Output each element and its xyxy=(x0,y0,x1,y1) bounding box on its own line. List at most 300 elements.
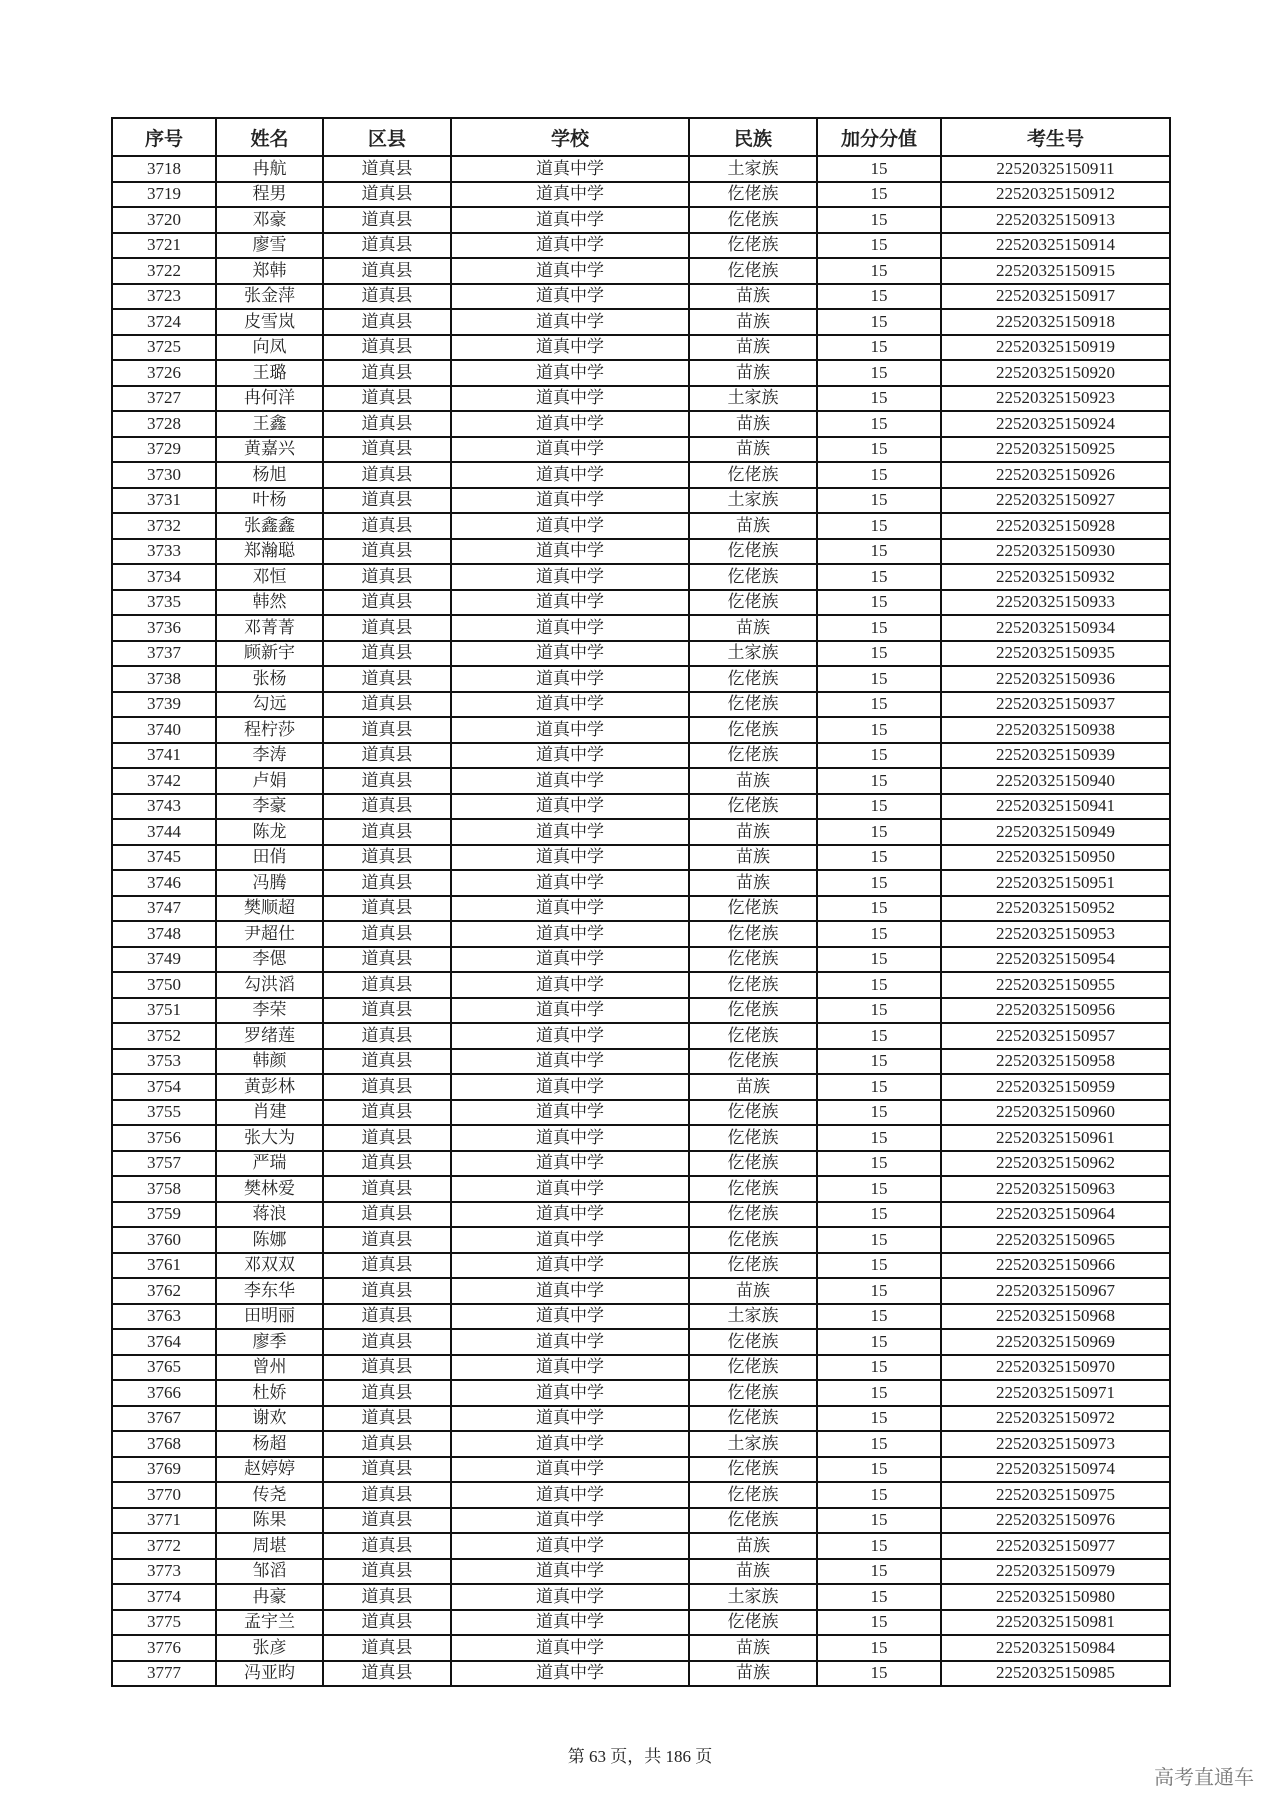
cell-points: 15 xyxy=(817,258,941,284)
table-row xyxy=(112,233,1170,259)
cell-seq: 3751 xyxy=(112,998,216,1024)
cell-school: 道真中学 xyxy=(451,1380,689,1406)
cell-name: 黄嘉兴 xyxy=(216,437,323,463)
cell-exam-id: 22520325150914 xyxy=(941,233,1170,259)
table-row xyxy=(112,666,1170,692)
cell-seq: 3739 xyxy=(112,692,216,718)
cell-county: 道真县 xyxy=(323,513,451,539)
cell-points: 15 xyxy=(817,998,941,1024)
cell-exam-id: 22520325150925 xyxy=(941,437,1170,463)
cell-county: 道真县 xyxy=(323,156,451,182)
cell-exam-id: 22520325150963 xyxy=(941,1176,1170,1202)
cell-county: 道真县 xyxy=(323,1125,451,1151)
cell-points: 15 xyxy=(817,845,941,871)
cell-points: 15 xyxy=(817,641,941,667)
table-row xyxy=(112,1151,1170,1177)
cell-name: 李偲 xyxy=(216,947,323,973)
cell-exam-id: 22520325150985 xyxy=(941,1661,1170,1687)
cell-points: 15 xyxy=(817,590,941,616)
cell-seq: 3719 xyxy=(112,182,216,208)
table-row xyxy=(112,411,1170,437)
cell-seq: 3730 xyxy=(112,462,216,488)
cell-county: 道真县 xyxy=(323,1355,451,1381)
cell-exam-id: 22520325150928 xyxy=(941,513,1170,539)
cell-school: 道真中学 xyxy=(451,590,689,616)
cell-school: 道真中学 xyxy=(451,182,689,208)
cell-seq: 3773 xyxy=(112,1559,216,1585)
cell-exam-id: 22520325150965 xyxy=(941,1227,1170,1253)
cell-points: 15 xyxy=(817,1278,941,1304)
table-row xyxy=(112,692,1170,718)
table-row xyxy=(112,1100,1170,1126)
table-row xyxy=(112,870,1170,896)
cell-ethnicity: 苗族 xyxy=(689,1661,817,1687)
cell-seq: 3750 xyxy=(112,972,216,998)
cell-ethnicity: 土家族 xyxy=(689,1304,817,1330)
cell-points: 15 xyxy=(817,794,941,820)
cell-school: 道真中学 xyxy=(451,1278,689,1304)
table-row xyxy=(112,590,1170,616)
cell-name: 周堪 xyxy=(216,1533,323,1559)
table-row xyxy=(112,1661,1170,1687)
page-footer: 第 63 页，共 186 页 xyxy=(567,1747,713,1766)
cell-county: 道真县 xyxy=(323,1559,451,1585)
cell-school: 道真中学 xyxy=(451,1023,689,1049)
cell-seq: 3732 xyxy=(112,513,216,539)
cell-county: 道真县 xyxy=(323,462,451,488)
cell-name: 皮雪岚 xyxy=(216,309,323,335)
cell-school: 道真中学 xyxy=(451,207,689,233)
cell-name: 杜娇 xyxy=(216,1380,323,1406)
table-row xyxy=(112,284,1170,310)
cell-points: 15 xyxy=(817,1584,941,1610)
cell-seq: 3762 xyxy=(112,1278,216,1304)
cell-seq: 3718 xyxy=(112,156,216,182)
table-row xyxy=(112,1584,1170,1610)
table-row xyxy=(112,1610,1170,1636)
cell-seq: 3770 xyxy=(112,1482,216,1508)
cell-points: 15 xyxy=(817,717,941,743)
cell-county: 道真县 xyxy=(323,1457,451,1483)
cell-ethnicity: 仡佬族 xyxy=(689,1049,817,1075)
cell-ethnicity: 苗族 xyxy=(689,513,817,539)
cell-name: 赵婷婷 xyxy=(216,1457,323,1483)
cell-ethnicity: 苗族 xyxy=(689,1533,817,1559)
cell-name: 樊林爱 xyxy=(216,1176,323,1202)
cell-ethnicity: 仡佬族 xyxy=(689,258,817,284)
cell-school: 道真中学 xyxy=(451,998,689,1024)
cell-points: 15 xyxy=(817,692,941,718)
cell-seq: 3746 xyxy=(112,870,216,896)
cell-county: 道真县 xyxy=(323,1431,451,1457)
cell-name: 邹滔 xyxy=(216,1559,323,1585)
cell-exam-id: 22520325150937 xyxy=(941,692,1170,718)
cell-seq: 3737 xyxy=(112,641,216,667)
cell-seq: 3752 xyxy=(112,1023,216,1049)
cell-school: 道真中学 xyxy=(451,1125,689,1151)
cell-name: 勾远 xyxy=(216,692,323,718)
table-row xyxy=(112,1125,1170,1151)
cell-name: 肖建 xyxy=(216,1100,323,1126)
cell-seq: 3733 xyxy=(112,539,216,565)
cell-exam-id: 22520325150970 xyxy=(941,1355,1170,1381)
cell-ethnicity: 苗族 xyxy=(689,1278,817,1304)
candidate-table xyxy=(111,117,1171,1687)
cell-name: 张大为 xyxy=(216,1125,323,1151)
cell-county: 道真县 xyxy=(323,1508,451,1534)
cell-points: 15 xyxy=(817,335,941,361)
table-row xyxy=(112,488,1170,514)
cell-name: 顾新宇 xyxy=(216,641,323,667)
cell-name: 邓恒 xyxy=(216,564,323,590)
cell-county: 道真县 xyxy=(323,1278,451,1304)
table-row xyxy=(112,1049,1170,1075)
table-row xyxy=(112,1278,1170,1304)
cell-school: 道真中学 xyxy=(451,513,689,539)
cell-county: 道真县 xyxy=(323,743,451,769)
cell-ethnicity: 仡佬族 xyxy=(689,692,817,718)
table-row xyxy=(112,386,1170,412)
cell-name: 张鑫鑫 xyxy=(216,513,323,539)
cell-school: 道真中学 xyxy=(451,819,689,845)
cell-ethnicity: 苗族 xyxy=(689,309,817,335)
cell-name: 张彦 xyxy=(216,1635,323,1661)
cell-seq: 3776 xyxy=(112,1635,216,1661)
table-body xyxy=(112,156,1170,1686)
cell-name: 李东华 xyxy=(216,1278,323,1304)
cell-exam-id: 22520325150934 xyxy=(941,615,1170,641)
cell-ethnicity: 土家族 xyxy=(689,386,817,412)
cell-school: 道真中学 xyxy=(451,1151,689,1177)
cell-name: 叶杨 xyxy=(216,488,323,514)
cell-ethnicity: 土家族 xyxy=(689,488,817,514)
cell-exam-id: 22520325150950 xyxy=(941,845,1170,871)
cell-exam-id: 22520325150975 xyxy=(941,1482,1170,1508)
cell-exam-id: 22520325150919 xyxy=(941,335,1170,361)
table-row xyxy=(112,335,1170,361)
cell-points: 15 xyxy=(817,972,941,998)
cell-exam-id: 22520325150935 xyxy=(941,641,1170,667)
cell-school: 道真中学 xyxy=(451,717,689,743)
table-row xyxy=(112,1380,1170,1406)
header-school: 学校 xyxy=(451,118,689,156)
cell-name: 李涛 xyxy=(216,743,323,769)
cell-school: 道真中学 xyxy=(451,1533,689,1559)
cell-school: 道真中学 xyxy=(451,641,689,667)
cell-ethnicity: 苗族 xyxy=(689,819,817,845)
cell-points: 15 xyxy=(817,462,941,488)
cell-seq: 3736 xyxy=(112,615,216,641)
table-header-row xyxy=(112,118,1170,156)
cell-ethnicity: 仡佬族 xyxy=(689,972,817,998)
cell-seq: 3766 xyxy=(112,1380,216,1406)
cell-name: 邓豪 xyxy=(216,207,323,233)
cell-ethnicity: 土家族 xyxy=(689,1431,817,1457)
cell-exam-id: 22520325150967 xyxy=(941,1278,1170,1304)
cell-ethnicity: 土家族 xyxy=(689,641,817,667)
cell-exam-id: 22520325150920 xyxy=(941,360,1170,386)
cell-exam-id: 22520325150923 xyxy=(941,386,1170,412)
cell-ethnicity: 仡佬族 xyxy=(689,998,817,1024)
cell-county: 道真县 xyxy=(323,870,451,896)
cell-points: 15 xyxy=(817,1023,941,1049)
cell-exam-id: 22520325150930 xyxy=(941,539,1170,565)
cell-exam-id: 22520325150949 xyxy=(941,819,1170,845)
cell-seq: 3769 xyxy=(112,1457,216,1483)
cell-school: 道真中学 xyxy=(451,972,689,998)
cell-points: 15 xyxy=(817,233,941,259)
cell-ethnicity: 仡佬族 xyxy=(689,590,817,616)
cell-county: 道真县 xyxy=(323,1635,451,1661)
table-row xyxy=(112,1202,1170,1228)
cell-exam-id: 22520325150927 xyxy=(941,488,1170,514)
header-points: 加分分值 xyxy=(817,118,941,156)
cell-school: 道真中学 xyxy=(451,1304,689,1330)
cell-seq: 3728 xyxy=(112,411,216,437)
cell-county: 道真县 xyxy=(323,947,451,973)
cell-seq: 3760 xyxy=(112,1227,216,1253)
cell-school: 道真中学 xyxy=(451,1661,689,1687)
cell-exam-id: 22520325150933 xyxy=(941,590,1170,616)
cell-name: 卢娟 xyxy=(216,768,323,794)
cell-seq: 3720 xyxy=(112,207,216,233)
cell-ethnicity: 苗族 xyxy=(689,1074,817,1100)
cell-county: 道真县 xyxy=(323,590,451,616)
cell-exam-id: 22520325150958 xyxy=(941,1049,1170,1075)
cell-points: 15 xyxy=(817,768,941,794)
cell-seq: 3741 xyxy=(112,743,216,769)
cell-points: 15 xyxy=(817,437,941,463)
cell-points: 15 xyxy=(817,921,941,947)
cell-name: 邓菁菁 xyxy=(216,615,323,641)
cell-county: 道真县 xyxy=(323,819,451,845)
cell-points: 15 xyxy=(817,1635,941,1661)
cell-seq: 3759 xyxy=(112,1202,216,1228)
cell-seq: 3731 xyxy=(112,488,216,514)
cell-exam-id: 22520325150957 xyxy=(941,1023,1170,1049)
cell-school: 道真中学 xyxy=(451,1635,689,1661)
cell-points: 15 xyxy=(817,1227,941,1253)
table-row xyxy=(112,794,1170,820)
cell-name: 冉豪 xyxy=(216,1584,323,1610)
cell-seq: 3744 xyxy=(112,819,216,845)
cell-ethnicity: 苗族 xyxy=(689,411,817,437)
cell-ethnicity: 仡佬族 xyxy=(689,794,817,820)
cell-exam-id: 22520325150953 xyxy=(941,921,1170,947)
cell-name: 勾洪滔 xyxy=(216,972,323,998)
cell-school: 道真中学 xyxy=(451,309,689,335)
cell-name: 罗绪莲 xyxy=(216,1023,323,1049)
cell-county: 道真县 xyxy=(323,1049,451,1075)
cell-name: 陈果 xyxy=(216,1508,323,1534)
cell-seq: 3734 xyxy=(112,564,216,590)
cell-seq: 3763 xyxy=(112,1304,216,1330)
table-row xyxy=(112,641,1170,667)
cell-school: 道真中学 xyxy=(451,1176,689,1202)
cell-points: 15 xyxy=(817,1533,941,1559)
cell-exam-id: 22520325150968 xyxy=(941,1304,1170,1330)
cell-seq: 3726 xyxy=(112,360,216,386)
cell-points: 15 xyxy=(817,1100,941,1126)
cell-county: 道真县 xyxy=(323,768,451,794)
cell-seq: 3755 xyxy=(112,1100,216,1126)
cell-exam-id: 22520325150964 xyxy=(941,1202,1170,1228)
table-row xyxy=(112,360,1170,386)
cell-points: 15 xyxy=(817,1661,941,1687)
cell-name: 韩然 xyxy=(216,590,323,616)
cell-points: 15 xyxy=(817,360,941,386)
cell-points: 15 xyxy=(817,1559,941,1585)
cell-points: 15 xyxy=(817,1049,941,1075)
cell-ethnicity: 仡佬族 xyxy=(689,896,817,922)
cell-ethnicity: 土家族 xyxy=(689,156,817,182)
cell-seq: 3722 xyxy=(112,258,216,284)
cell-county: 道真县 xyxy=(323,896,451,922)
header-name: 姓名 xyxy=(216,118,323,156)
cell-name: 王鑫 xyxy=(216,411,323,437)
cell-school: 道真中学 xyxy=(451,1508,689,1534)
cell-name: 尹超仕 xyxy=(216,921,323,947)
cell-county: 道真县 xyxy=(323,488,451,514)
cell-exam-id: 22520325150911 xyxy=(941,156,1170,182)
cell-school: 道真中学 xyxy=(451,462,689,488)
cell-school: 道真中学 xyxy=(451,896,689,922)
cell-exam-id: 22520325150966 xyxy=(941,1253,1170,1279)
cell-ethnicity: 仡佬族 xyxy=(689,1100,817,1126)
cell-name: 廖雪 xyxy=(216,233,323,259)
cell-county: 道真县 xyxy=(323,1406,451,1432)
header-county: 区县 xyxy=(323,118,451,156)
cell-school: 道真中学 xyxy=(451,845,689,871)
cell-exam-id: 22520325150917 xyxy=(941,284,1170,310)
cell-points: 15 xyxy=(817,1074,941,1100)
cell-points: 15 xyxy=(817,1151,941,1177)
cell-seq: 3749 xyxy=(112,947,216,973)
cell-exam-id: 22520325150932 xyxy=(941,564,1170,590)
cell-points: 15 xyxy=(817,1202,941,1228)
cell-ethnicity: 仡佬族 xyxy=(689,539,817,565)
cell-county: 道真县 xyxy=(323,692,451,718)
table-row xyxy=(112,845,1170,871)
cell-points: 15 xyxy=(817,1457,941,1483)
cell-name: 陈龙 xyxy=(216,819,323,845)
cell-ethnicity: 苗族 xyxy=(689,1635,817,1661)
cell-county: 道真县 xyxy=(323,335,451,361)
cell-exam-id: 22520325150938 xyxy=(941,717,1170,743)
cell-school: 道真中学 xyxy=(451,360,689,386)
cell-school: 道真中学 xyxy=(451,156,689,182)
cell-seq: 3761 xyxy=(112,1253,216,1279)
table-row xyxy=(112,717,1170,743)
cell-exam-id: 22520325150969 xyxy=(941,1329,1170,1355)
cell-name: 曾州 xyxy=(216,1355,323,1381)
cell-name: 张杨 xyxy=(216,666,323,692)
cell-school: 道真中学 xyxy=(451,666,689,692)
cell-exam-id: 22520325150971 xyxy=(941,1380,1170,1406)
cell-seq: 3757 xyxy=(112,1151,216,1177)
cell-points: 15 xyxy=(817,284,941,310)
cell-county: 道真县 xyxy=(323,972,451,998)
cell-county: 道真县 xyxy=(323,360,451,386)
cell-name: 传尧 xyxy=(216,1482,323,1508)
cell-county: 道真县 xyxy=(323,1661,451,1687)
cell-county: 道真县 xyxy=(323,717,451,743)
cell-seq: 3771 xyxy=(112,1508,216,1534)
cell-seq: 3723 xyxy=(112,284,216,310)
cell-school: 道真中学 xyxy=(451,488,689,514)
cell-exam-id: 22520325150951 xyxy=(941,870,1170,896)
cell-points: 15 xyxy=(817,309,941,335)
cell-seq: 3753 xyxy=(112,1049,216,1075)
cell-school: 道真中学 xyxy=(451,1584,689,1610)
cell-ethnicity: 仡佬族 xyxy=(689,1151,817,1177)
cell-seq: 3745 xyxy=(112,845,216,871)
cell-seq: 3725 xyxy=(112,335,216,361)
cell-ethnicity: 苗族 xyxy=(689,1559,817,1585)
cell-points: 15 xyxy=(817,819,941,845)
cell-county: 道真县 xyxy=(323,411,451,437)
cell-school: 道真中学 xyxy=(451,411,689,437)
cell-ethnicity: 仡佬族 xyxy=(689,947,817,973)
cell-points: 15 xyxy=(817,1253,941,1279)
cell-exam-id: 22520325150915 xyxy=(941,258,1170,284)
cell-name: 冉航 xyxy=(216,156,323,182)
cell-ethnicity: 仡佬族 xyxy=(689,462,817,488)
cell-ethnicity: 苗族 xyxy=(689,870,817,896)
cell-name: 向凤 xyxy=(216,335,323,361)
cell-name: 冉何洋 xyxy=(216,386,323,412)
cell-exam-id: 22520325150936 xyxy=(941,666,1170,692)
cell-points: 15 xyxy=(817,1406,941,1432)
cell-school: 道真中学 xyxy=(451,284,689,310)
cell-county: 道真县 xyxy=(323,641,451,667)
cell-seq: 3748 xyxy=(112,921,216,947)
cell-ethnicity: 仡佬族 xyxy=(689,1329,817,1355)
cell-name: 李豪 xyxy=(216,794,323,820)
cell-school: 道真中学 xyxy=(451,1227,689,1253)
cell-points: 15 xyxy=(817,539,941,565)
cell-name: 李荣 xyxy=(216,998,323,1024)
cell-school: 道真中学 xyxy=(451,768,689,794)
table-row xyxy=(112,258,1170,284)
cell-school: 道真中学 xyxy=(451,1074,689,1100)
table-row xyxy=(112,1406,1170,1432)
table-row xyxy=(112,947,1170,973)
cell-ethnicity: 仡佬族 xyxy=(689,717,817,743)
cell-school: 道真中学 xyxy=(451,743,689,769)
cell-points: 15 xyxy=(817,743,941,769)
cell-exam-id: 22520325150976 xyxy=(941,1508,1170,1534)
cell-ethnicity: 仡佬族 xyxy=(689,1125,817,1151)
cell-points: 15 xyxy=(817,1380,941,1406)
cell-points: 15 xyxy=(817,1125,941,1151)
cell-school: 道真中学 xyxy=(451,692,689,718)
cell-ethnicity: 苗族 xyxy=(689,845,817,871)
cell-ethnicity: 仡佬族 xyxy=(689,1176,817,1202)
cell-name: 杨旭 xyxy=(216,462,323,488)
cell-name: 蒋浪 xyxy=(216,1202,323,1228)
cell-county: 道真县 xyxy=(323,921,451,947)
cell-name: 张金萍 xyxy=(216,284,323,310)
cell-name: 黄彭林 xyxy=(216,1074,323,1100)
table-row xyxy=(112,743,1170,769)
cell-exam-id: 22520325150926 xyxy=(941,462,1170,488)
table-row xyxy=(112,1253,1170,1279)
cell-ethnicity: 仡佬族 xyxy=(689,1457,817,1483)
cell-seq: 3747 xyxy=(112,896,216,922)
cell-name: 严瑞 xyxy=(216,1151,323,1177)
cell-school: 道真中学 xyxy=(451,233,689,259)
